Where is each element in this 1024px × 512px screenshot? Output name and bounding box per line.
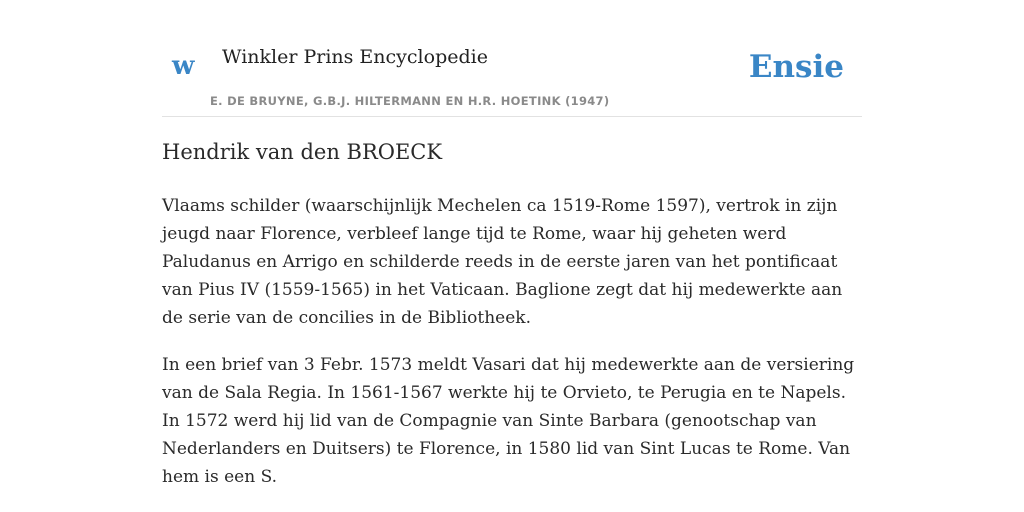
authors-line: E. DE BRUYNE, G.B.J. HILTERMANN EN H.R. HOETINK (1947) xyxy=(210,94,610,108)
article-paragraph: In een brief van 3 Febr. 1573 meldt Vasari dat hij medewerkte aan de versiering van de Sala Regia. In 1561-1567 werkte hij te Orvieto, te Perugia en te Napels. In 1572 werd hij lid van de Compagnie van Sinte Barbara (genootschap van Nederlanders en Duitsers) te Florence, in 1580 lid van Sint Lucas te Rome. Van hem is een S. xyxy=(162,355,855,487)
article-paragraph: Vlaams schilder (waarschijnlijk Mechelen ca 1519-Rome 1597), vertrok in zijn jeugd naar Florence, verbleef lange tijd te Rome, waar hij geheten werd Paludanus en Arrigo en schilderde reeds in de eerste jaren van het pontificaat van Pius IV (1559-1565) in het Vaticaan. Baglione zegt dat hij medewerkte aan de serie van de concilies in de Bibliotheek. xyxy=(162,196,843,328)
ensie-logo[interactable]: Ensie xyxy=(748,49,844,85)
article-title: Hendrik van den BROECK xyxy=(162,140,443,164)
article-body xyxy=(162,192,862,510)
header xyxy=(162,40,862,117)
work-title[interactable]: Winkler Prins Encyclopedie xyxy=(222,46,488,68)
encyclopedia-logo-icon[interactable]: w xyxy=(172,51,195,81)
